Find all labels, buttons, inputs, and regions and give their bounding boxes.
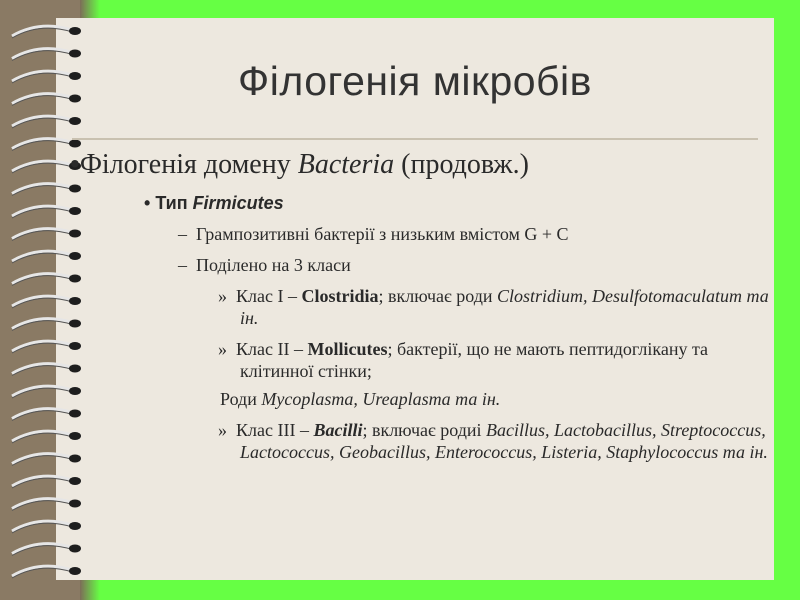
bullet-level2 <box>144 193 770 214</box>
bullet1-italic: Bacteria <box>297 149 395 180</box>
dash-item-2 <box>178 254 770 276</box>
bullet2-prefix: Тип <box>155 193 193 213</box>
class1-bold: Clostridia <box>301 286 379 306</box>
bullet-marker: • <box>70 148 80 179</box>
binding-ring <box>12 521 81 533</box>
class1-italic: Clostridium, Desulfotomaculatum та ін. <box>240 286 769 328</box>
class2-bold: Mollicutes <box>307 339 388 359</box>
slide-title: Філогенія мікробів <box>238 58 592 104</box>
class3-b: ; включає родиі <box>362 420 486 440</box>
dash1-marker: – <box>178 224 187 244</box>
genera-line <box>220 388 770 410</box>
class-item-1 <box>218 285 770 329</box>
dash-item-1 <box>178 223 770 245</box>
slide-content <box>70 144 770 463</box>
bullet1-text-a: Філогенія домену <box>79 149 298 180</box>
dash1-text: Грампозитивні бактерії з низьким вмістом G + C <box>196 224 569 244</box>
class3-italic: Bacillus, Lactobacillus, Streptococcus, Lactococcus, Geobacillus, Enterococcus, Listeria, Staphylococcus та ін. <box>240 420 768 462</box>
class1-marker: » <box>218 286 227 306</box>
bullet-level1 <box>70 144 770 185</box>
class2-marker: » <box>218 339 227 359</box>
binding-ring <box>12 544 81 556</box>
class3-marker: » <box>218 420 227 440</box>
bullet1-text-b: (продовж.) <box>394 149 529 180</box>
class3-bold: Bacilli <box>313 420 363 440</box>
roda-italic: Mycoplasma, Ureaplasma та ін. <box>261 389 501 409</box>
title-divider <box>72 138 758 140</box>
binding-ring <box>12 499 81 511</box>
bullet2-italic: Firmicutes <box>192 193 284 213</box>
class3-a: Клас ІІІ – <box>236 420 314 440</box>
dash2-marker: – <box>178 255 187 275</box>
class-item-2 <box>218 338 770 382</box>
class1-b: ; включає роди <box>378 286 498 306</box>
class1-a: Клас I – <box>236 286 302 306</box>
class-item-3 <box>218 419 770 463</box>
binding-ring <box>12 476 81 488</box>
class2-a: Клас II – <box>236 339 308 359</box>
roda-a: Роди <box>220 389 262 409</box>
bullet2-marker: • <box>144 193 156 213</box>
binding-ring <box>12 566 81 578</box>
class2-b: ; бактерії, що не мають пептидоглікану та клітинної стінки; <box>240 339 709 381</box>
binding-ring <box>12 26 81 38</box>
binding-ring <box>12 116 81 128</box>
dash2-text: Поділено на 3 класи <box>196 255 351 275</box>
